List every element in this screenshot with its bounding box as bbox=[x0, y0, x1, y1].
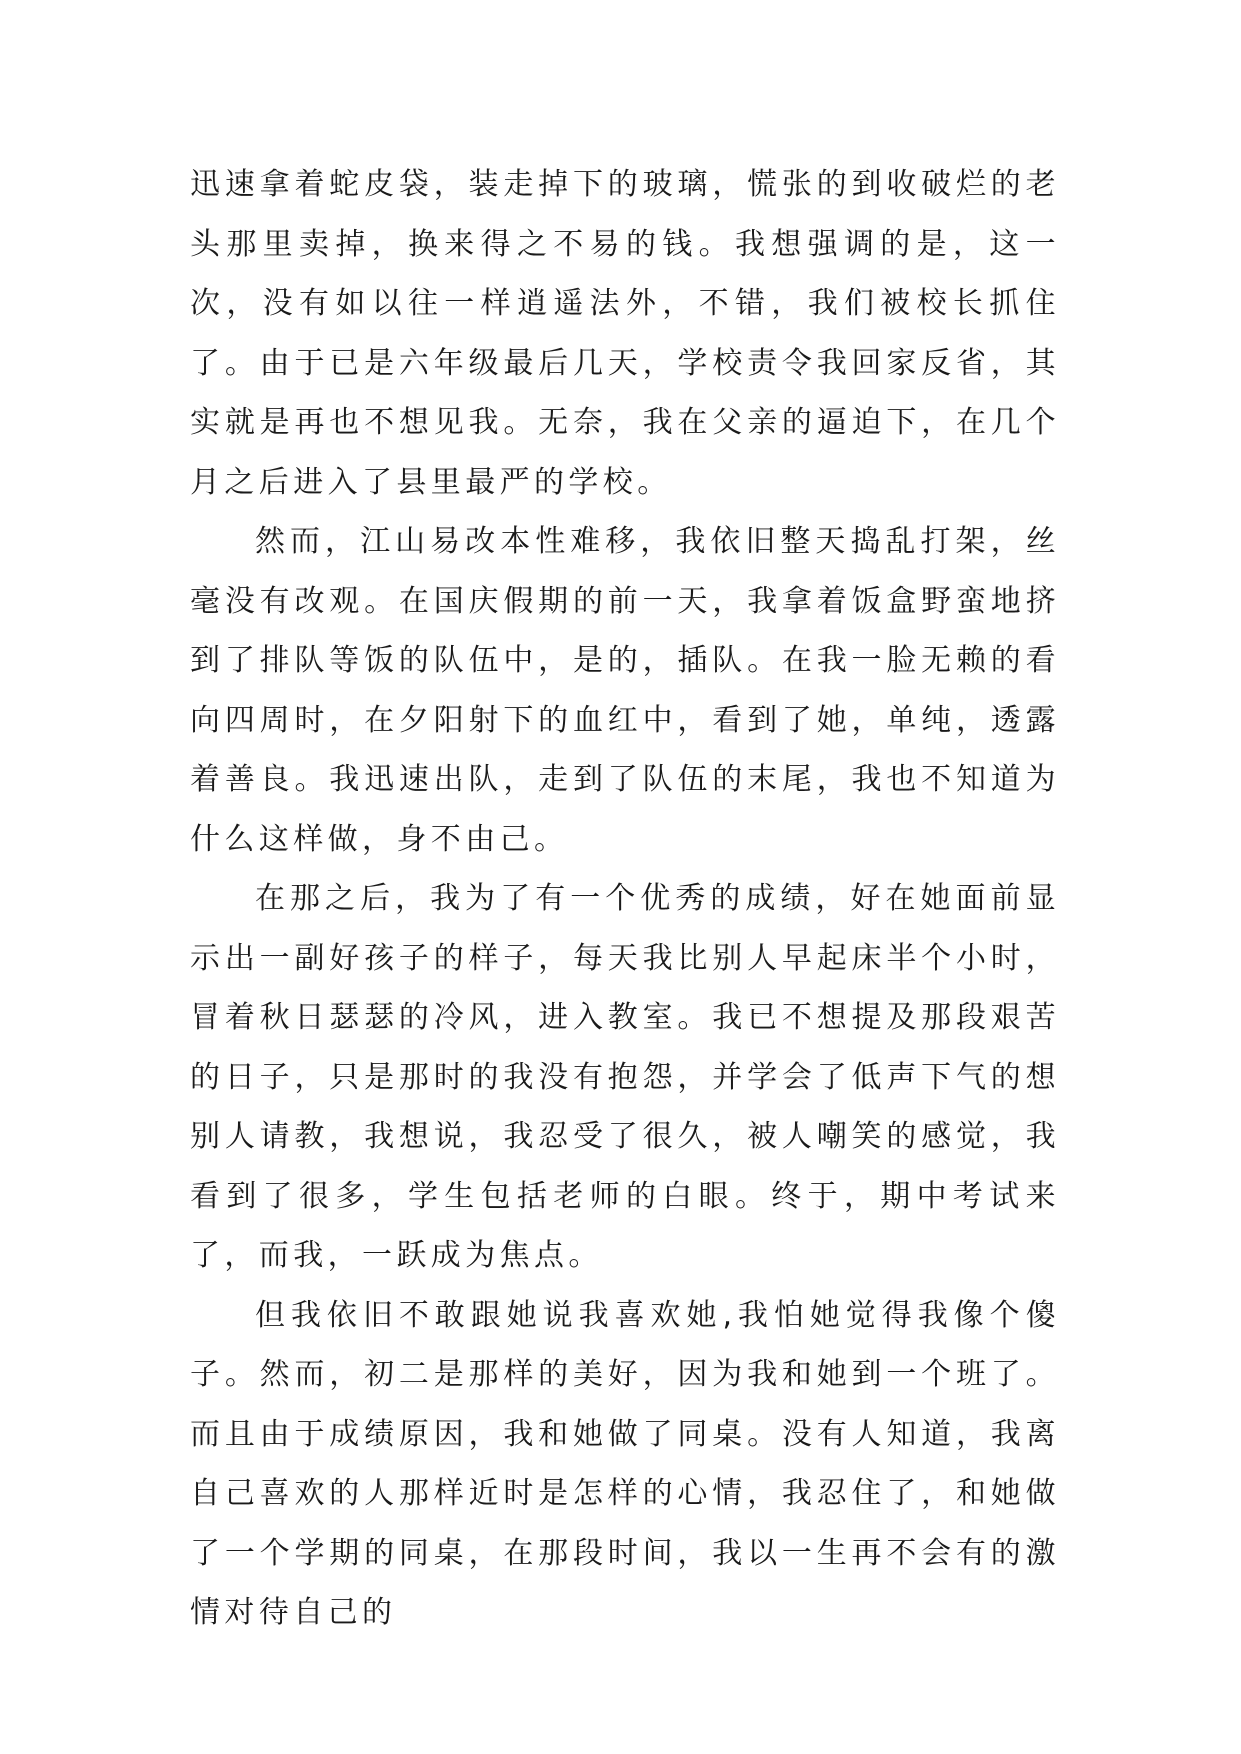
paragraph-1: 迅速拿着蛇皮袋，装走掉下的玻璃，慌张的到收破烂的老头那里卖掉，换来得之不易的钱。我想强调的是，这一次，没有如以往一样逍遥法外，不错，我们被校长抓住了。由于已是六年级最后几天，学校责令我回家反省，其实就是再也不想见我。无奈，我在父亲的逼迫下，在几个月之后进入了县里最严的学校。 bbox=[190, 167, 1060, 500]
document-body bbox=[190, 155, 1060, 1643]
paragraph-4: 但我依旧不敢跟她说我喜欢她,我怕她觉得我像个傻子。然而，初二是那样的美好，因为我和她到一个班了。而且由于成绩原因，我和她做了同桌。没有人知道，我离自己喜欢的人那样近时是怎样的心情，我忍住了，和她做了一个学期的同桌，在那段时间，我以一生再不会有的激情对待自己的 bbox=[190, 1297, 1060, 1630]
paragraph-3: 在那之后，我为了有一个优秀的成绩，好在她面前显示出一副好孩子的样子，每天我比别人早起床半个小时，冒着秋日瑟瑟的冷风，进入教室。我已不想提及那段艰苦的日子，只是那时的我没有抱怨，并学会了低声下气的想别人请教，我想说，我忍受了很久，被人嘲笑的感觉，我看到了很多，学生包括老师的白眼。终于，期中考试来了，而我，一跃成为焦点。 bbox=[190, 881, 1060, 1273]
paragraph-2: 然而，江山易改本性难移，我依旧整天捣乱打架，丝毫没有改观。在国庆假期的前一天，我拿着饭盒野蛮地挤到了排队等饭的队伍中，是的，插队。在我一脸无赖的看向四周时，在夕阳射下的血红中，看到了她，单纯，透露着善良。我迅速出队，走到了队伍的末尾，我也不知道为什么这样做，身不由己。 bbox=[190, 524, 1060, 857]
